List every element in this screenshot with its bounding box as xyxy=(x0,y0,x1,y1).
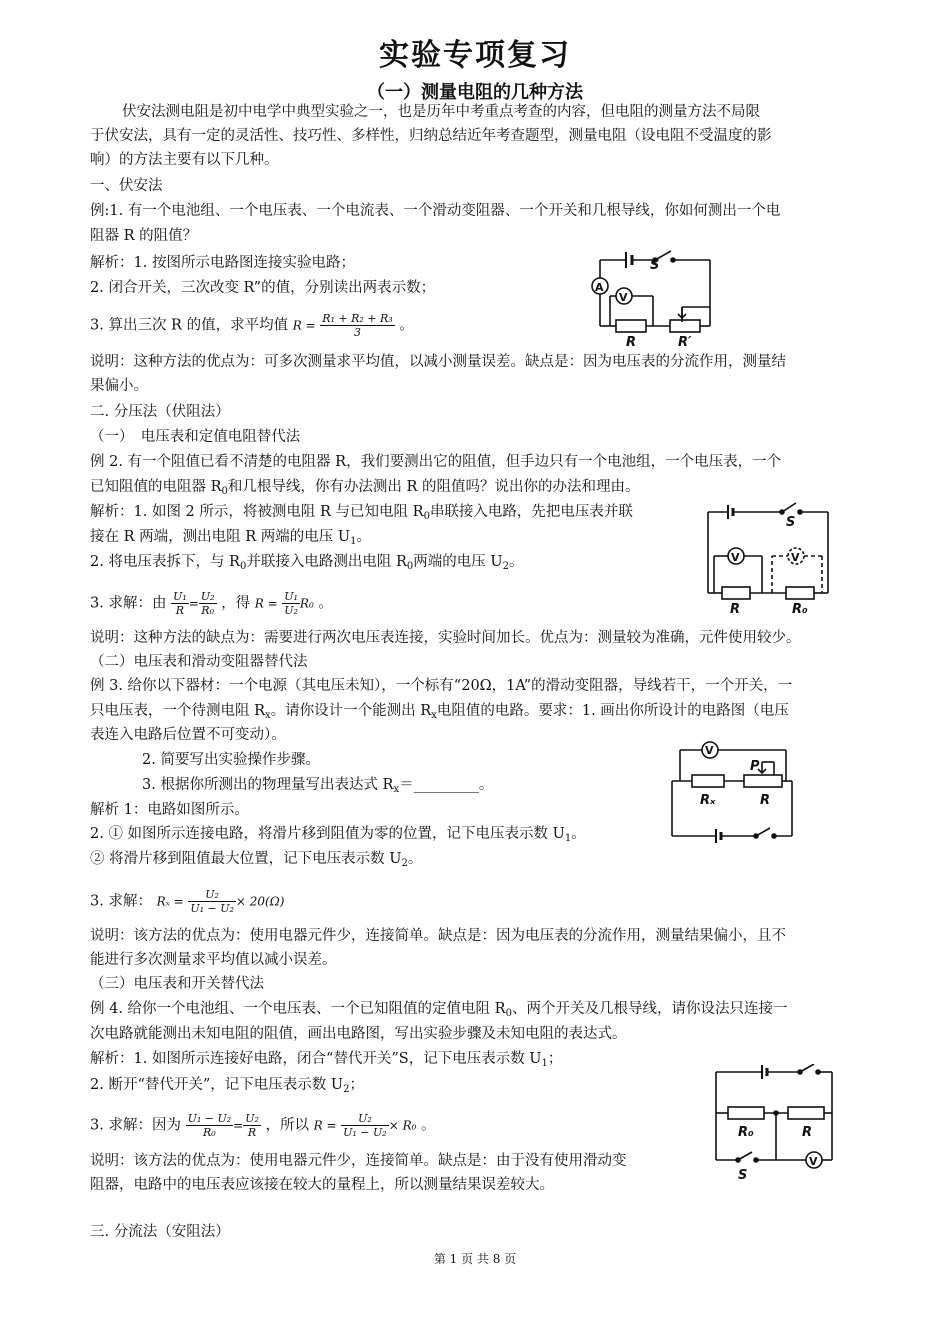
result-formula xyxy=(341,1112,389,1139)
text: 。 xyxy=(508,554,524,570)
note-line: 阻器，电路中的电压表应该接在较大的量程上，所以测量结果误差较大。 xyxy=(90,1177,554,1193)
formula-term: R₀ xyxy=(299,596,314,611)
circuit-diagram-4 xyxy=(710,1064,840,1184)
formula-denominator: R₀ xyxy=(203,1126,216,1139)
text: 只电压表，一个待测电阻 R xyxy=(90,703,266,719)
subscript: x xyxy=(265,710,271,721)
section-heading: 三. 分流法（安阻法） xyxy=(90,1224,230,1240)
text: 例 4. 给你一个电池组、一个电压表、一个已知阻值的定值电阻 R xyxy=(90,1001,506,1017)
subscript: 0 xyxy=(406,561,414,572)
text: 。请你设计一个能测出 R xyxy=(270,703,432,719)
answer-line xyxy=(90,552,523,577)
formula-lhs: R = xyxy=(313,1118,337,1133)
text: 3. 求解：因为 xyxy=(90,1117,181,1134)
equals: = xyxy=(188,596,199,611)
resistor-label: Rₓ xyxy=(700,793,716,808)
switch-label: S xyxy=(738,1168,748,1183)
resistor-label: R xyxy=(730,602,741,616)
circuit-diagram-3 xyxy=(668,738,808,848)
example-line: 表连入电路后位置不可变动）。 xyxy=(90,727,286,743)
answer-line xyxy=(90,1075,364,1100)
answer-line xyxy=(90,1049,562,1074)
page-title: 实验专项复习 xyxy=(379,38,571,73)
example-line: 阻器 R 的阻值？ xyxy=(90,228,198,244)
resistor-label: R₀ xyxy=(792,602,808,616)
resistor-label: R xyxy=(626,335,637,350)
ammeter-icon: A xyxy=(595,281,604,294)
text: 串联接入电路，先把电压表并联 xyxy=(429,504,633,520)
subscript: 0 xyxy=(221,486,228,497)
formula-denominator: 3 xyxy=(353,326,361,339)
answer-text: 3. 算出三次 R 的值，求平均值 xyxy=(90,317,289,334)
example-line: 次电路就能测出未知电阻的阻值，画出电路图，写出实验步骤及未知电阻的表达式。 xyxy=(90,1026,627,1042)
subscript: x xyxy=(393,784,400,795)
text: ； xyxy=(547,1051,563,1067)
formula-numerator: U₁ − U₂ xyxy=(187,1112,232,1125)
text: 2. 将电压表拆下，与 R xyxy=(90,554,240,570)
answer-line xyxy=(90,1112,436,1139)
example-line xyxy=(90,477,640,502)
formula-numerator: U₁ xyxy=(284,590,298,603)
formula-numerator: U₂ xyxy=(341,1112,389,1126)
result-formula xyxy=(188,888,236,915)
answer-line: 解析：1. 按图所示电路图连接实验电路； xyxy=(90,255,355,271)
formula-numerator: U₂ xyxy=(200,590,215,603)
answer-line xyxy=(90,502,633,527)
formula-denominator: U₁ − U₂ xyxy=(343,1126,387,1139)
voltmeter-icon: V xyxy=(791,551,800,564)
answer-line xyxy=(90,888,284,915)
formula-term: × R₀ xyxy=(388,1118,417,1133)
text: 3. 求解：由 xyxy=(90,595,167,612)
equals: = xyxy=(233,1118,244,1133)
text: 。 xyxy=(407,851,423,867)
formula-numerator: U₂ xyxy=(188,888,236,902)
voltmeter-icon: V xyxy=(619,291,628,304)
text: 2. 断开“替代开关”，记下电压表示数 U xyxy=(90,1077,344,1093)
subscript: 2 xyxy=(343,1084,350,1095)
ratio-formula xyxy=(243,1112,261,1139)
text: 。 xyxy=(318,595,333,612)
subsection-heading: （一） 电压表和定值电阻替代法 xyxy=(90,429,301,445)
subsection-heading: （三）电压表和开关替代法 xyxy=(90,976,264,992)
formula-denominator: U₂ xyxy=(284,604,298,617)
text: 。 xyxy=(421,1117,436,1134)
subscript: x xyxy=(431,710,437,721)
resistor-label: R xyxy=(802,1125,813,1140)
note-line: 说明：该方法的优点为：使用电器元件少，连接简单。缺点是：因为电压表的分流作用，测量结果偏小，且不 xyxy=(90,928,786,944)
note-line: 说明：该方法的优点为：使用电器元件少，连接简单。缺点是：由于没有使用滑动变 xyxy=(90,1153,627,1169)
formula-denominator: R₀ xyxy=(201,604,214,617)
formula-numerator: R₁ + R₂ + R₃ xyxy=(322,312,393,325)
slider-label: P xyxy=(750,759,760,774)
text: 2. ① 如图所示连接电路，将滑片移到阻值为零的位置，记下电压表示数 U xyxy=(90,826,565,842)
text: 。 xyxy=(356,529,371,545)
example-line xyxy=(90,701,789,726)
text: ② 将滑片移到阻值最大位置，记下电压表示数 U xyxy=(90,851,402,867)
switch-label: S xyxy=(650,258,660,273)
text: 3. 根据你所测出的物理量写出表达式 R xyxy=(142,777,394,793)
ratio-formula xyxy=(171,590,189,617)
example-line: 例:1. 有一个电池组、一个电压表、一个电流表、一个滑动变阻器、一个开关和几根导线，你如何测出一个电 xyxy=(90,203,781,219)
example-line: 2. 简要写出实验操作步骤。 xyxy=(142,752,320,768)
text: 电阻值的电路。要求：1. 画出你所设计的电路图（电压 xyxy=(436,703,789,719)
text: 两端的电压 U xyxy=(413,554,503,570)
switch-label: S xyxy=(786,515,796,530)
note-line: 说明：这种方法的缺点为：需要进行两次电压表连接，实验时间加长。优点为：测量较为准确，元件使用较少。 xyxy=(90,630,801,646)
rheostat-label: R′ xyxy=(678,335,692,350)
section-heading: 二. 分压法（伏阻法） xyxy=(90,404,230,420)
average-formula xyxy=(320,312,395,339)
text: 。 xyxy=(571,826,586,842)
formula-denominator: R xyxy=(175,604,185,617)
text: 、两个开关及几根导线，请你设法只连接一 xyxy=(511,1001,788,1017)
formula-lhs: R = xyxy=(292,318,316,333)
text: ； xyxy=(349,1077,364,1093)
answer-line xyxy=(90,527,371,552)
formula-denominator: U₁ − U₂ xyxy=(190,902,234,915)
page-subtitle: （一）测量电阻的几种方法 xyxy=(367,82,583,103)
intro-line: 伏安法测电阻是初中电学中典型实验之一，也是历年中考重点考查的内容，但电阻的测量方法不局限 xyxy=(122,104,760,120)
note-line: 能进行多次测量求平均值以减小误差。 xyxy=(90,952,337,968)
punct: 。 xyxy=(399,317,414,334)
subscript: 0 xyxy=(423,511,430,522)
text: ＝_________。 xyxy=(399,777,494,793)
text: 已知阻值的电阻器 R xyxy=(90,479,222,495)
subscript: 1 xyxy=(541,1058,548,1069)
example-line xyxy=(90,999,787,1024)
formula-numerator: U₁ xyxy=(173,590,187,603)
note-line: 说明：这种方法的优点为：可多次测量求平均值，以减小测量误差。缺点是：因为电压表的分流作用，测量结 xyxy=(90,354,786,370)
answer-line xyxy=(90,312,414,339)
voltmeter-icon: V xyxy=(705,744,714,757)
voltmeter-icon: V xyxy=(731,551,740,564)
subscript: 1 xyxy=(350,536,357,547)
text: 解析：1. 如图所示连接好电路，闭合“替代开关”S，记下电压表示数 U xyxy=(90,1051,542,1067)
text: 和几根导线，你有办法测出 R 的阻值吗？说出你的办法和理由。 xyxy=(227,479,640,495)
formula-lhs: Rₓ = xyxy=(156,894,184,909)
text: ，所以 xyxy=(265,1117,309,1134)
ratio-formula xyxy=(186,1112,234,1139)
intro-line: 于伏安法，具有一定的灵活性、技巧性、多样性，归纳总结近年考查题型，测量电阻（设电阻不受温度的影 xyxy=(90,128,772,144)
example-line xyxy=(142,775,493,800)
circuit-diagram-1 xyxy=(578,240,718,350)
text: ，得 xyxy=(221,595,251,612)
answer-line: 解析 1：电路如图所示。 xyxy=(90,802,249,818)
circuit-diagram-2 xyxy=(700,496,840,616)
formula-numerator: U₂ xyxy=(245,1112,259,1125)
subscript: 0 xyxy=(505,1008,512,1019)
resistor-label: R₀ xyxy=(738,1125,754,1140)
subscript: 2 xyxy=(502,561,509,572)
intro-line: 响）的方法主要有以下几种。 xyxy=(90,152,279,168)
note-line: 果偏小。 xyxy=(90,378,148,394)
example-line: 例 3. 给你以下器材：一个电源（其电压未知），一个标有“20Ω，1A”的滑动变阻器，导线若干，一个开关，一 xyxy=(90,678,793,694)
subscript: 0 xyxy=(239,561,247,572)
ratio-formula xyxy=(199,590,217,617)
voltmeter-icon: V xyxy=(809,1155,818,1168)
answer-line xyxy=(90,590,333,617)
result-formula xyxy=(282,590,300,617)
formula-lhs: R = xyxy=(254,596,278,611)
formula-term: × 20(Ω) xyxy=(235,894,285,909)
answer-line xyxy=(90,849,422,874)
rheostat-label: R xyxy=(760,793,771,808)
subscript: 2 xyxy=(401,858,408,869)
subscript: 1 xyxy=(564,833,572,844)
text: 接在 R 两端，测出电阻 R 两端的电压 U xyxy=(90,529,351,545)
text: 3. 求解： xyxy=(90,893,152,910)
answer-line xyxy=(90,824,586,849)
page-footer: 第 1 页 共 8 页 xyxy=(433,1252,517,1266)
text: 并联接入电路测出电阻 R xyxy=(246,554,407,570)
answer-line: 2. 闭合开关，三次改变 R”的值，分别读出两表示数； xyxy=(90,280,436,296)
example-line: 例 2. 有一个阻值已看不清楚的电阻器 R，我们要测出它的阻值，但手边只有一个电池组，一个电压表，一个 xyxy=(90,454,782,470)
formula-denominator: R xyxy=(247,1126,257,1139)
section-heading: 一、伏安法 xyxy=(90,178,163,194)
text: 解析：1. 如图 2 所示，将被测电阻 R 与已知电阻 R xyxy=(90,504,424,520)
subsection-heading: （二）电压表和滑动变阻器替代法 xyxy=(90,654,308,670)
